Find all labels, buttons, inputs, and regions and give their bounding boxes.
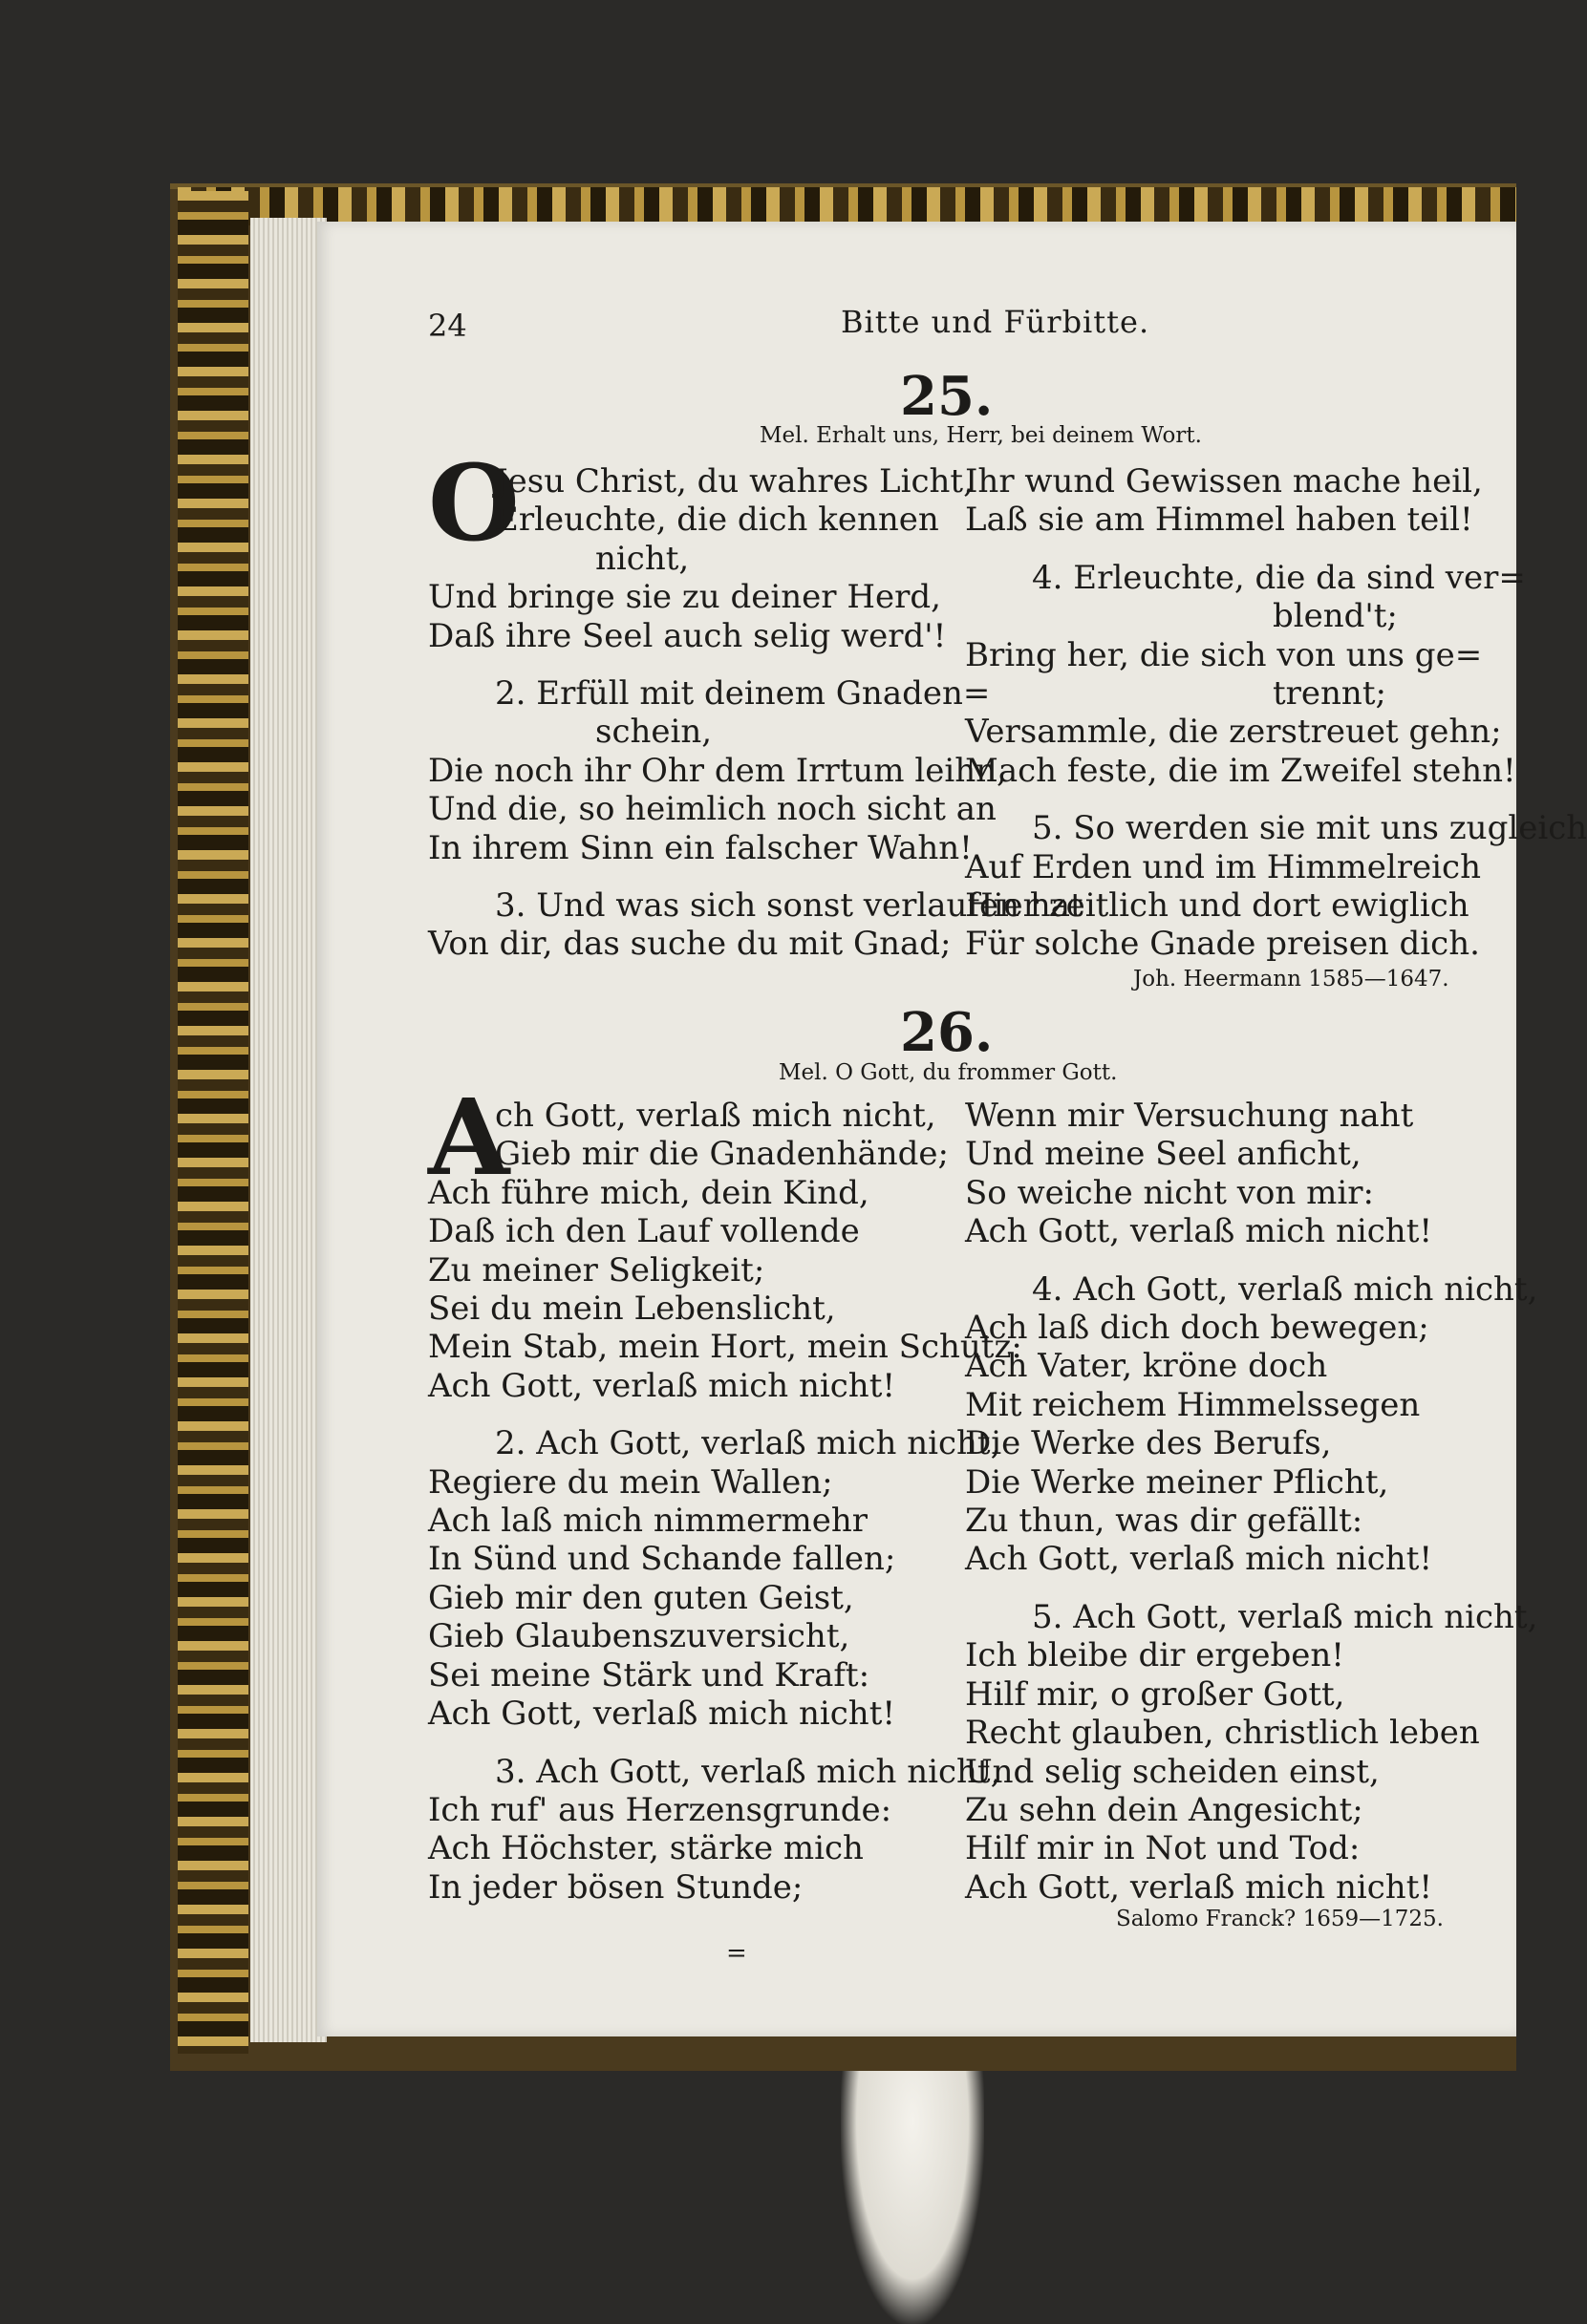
hymn-26-left-column: ch Gott, verlaß mich nicht, Gieb mir die Gnadenhände; Ach führe mich, dein Kind, Daß ich den Lauf vollende Zu meiner Seligkeit; Sei du mein Lebenslicht, Mein Stab, mein Hort, mein Schutz: Ach Gott, verlaß mich nicht! 2. Ach Gott, verlaß mich nicht, Regiere du mein Wallen; Ach laß mich nimmermehr In Sünd und Schande fallen; Gieb mir den guten Geist, Gieb Glaubenszuversicht, Sei meine Stärk und Kraft: Ach Gott, verlaß mich nicht! 3. Ach Gott, verlaß mich nicht, Ich ruf' aus Herzensgrunde: Ach Höchster, stärke mich In jeder bösen Stunde;: [428, 1097, 1022, 1907]
hymn-25-left-column: Jesu Christ, du wahres Licht, Erleuchte, die dich kennen nicht, Und bringe sie zu deiner Herd, Daß ihre Seel auch selig werd'! 2. Erfüll mit deinem Gnaden= schein, Die noch ihr Ohr dem Irrtum leihn, Und die, so heimlich noch sicht an In ihrem Sinn ein falscher Wahn! 3. Und was sich sonst verlaufen hat Von dir, das suche du mit Gnad;: [428, 462, 1083, 964]
hymn-26-dropcap: A: [428, 1076, 510, 1199]
catchword-mark: =: [726, 1939, 747, 1968]
running-title: Bitte und Fürbitte.: [841, 304, 1150, 340]
bookmark-tassel: [841, 2071, 984, 2324]
hymn-25-melody: Mel. Erhalt uns, Herr, bei deinem Wort.: [760, 423, 1202, 448]
page-edges: [250, 218, 327, 2042]
side-ornament-border: [178, 191, 248, 2054]
hymn-25-right-column: Ihr wund Gewissen mache heil, Laß sie am Himmel haben teil! 4. Erleuchte, die da sind ver= blend't; Bring her, die sich von uns ge= trennt; Versammle, die zerstreuet gehn; Mach feste, die im Zweifel stehn! 5. So werden sie mit uns zugleich Auf Erden und im Himmelreich Hier zeitlich und dort ewiglich Für solche Gnade preisen dich.: [965, 462, 1587, 964]
hymn-25-author: Joh. Heermann 1585—1647.: [1133, 967, 1449, 991]
page-number: 24: [428, 308, 467, 344]
hymn-26-melody: Mel. O Gott, du frommer Gott.: [779, 1060, 1118, 1085]
hymn-26-number: 26.: [900, 1001, 994, 1064]
top-ornament-border: [178, 187, 1516, 225]
hymn-25-number: 25.: [900, 365, 994, 428]
hymn-25-dropcap: O: [428, 441, 520, 565]
hymn-26-right-column: Wenn mir Versuchung naht Und meine Seel anficht, So weiche nicht von mir: Ach Gott, verlaß mich nicht! 4. Ach Gott, verlaß mich nicht, Ach laß dich doch bewegen; Ach Vater, kröne doch Mit reichem Himmelssegen Die Werke des Berufs, Die Werke meiner Pflicht, Zu thun, was dir gefällt: Ach Gott, verlaß mich nicht! 5. Ach Gott, verlaß mich nicht, Ich bleibe dir ergeben! Hilf mir, o großer Gott, Recht glauben, christlich leben Und selig scheiden einst, Zu sehn dein Angesicht; Hilf mir in Not und Tod: Ach Gott, verlaß mich nicht!: [965, 1097, 1538, 1907]
hymn-26-author: Salomo Franck? 1659—1725.: [1116, 1907, 1444, 1931]
